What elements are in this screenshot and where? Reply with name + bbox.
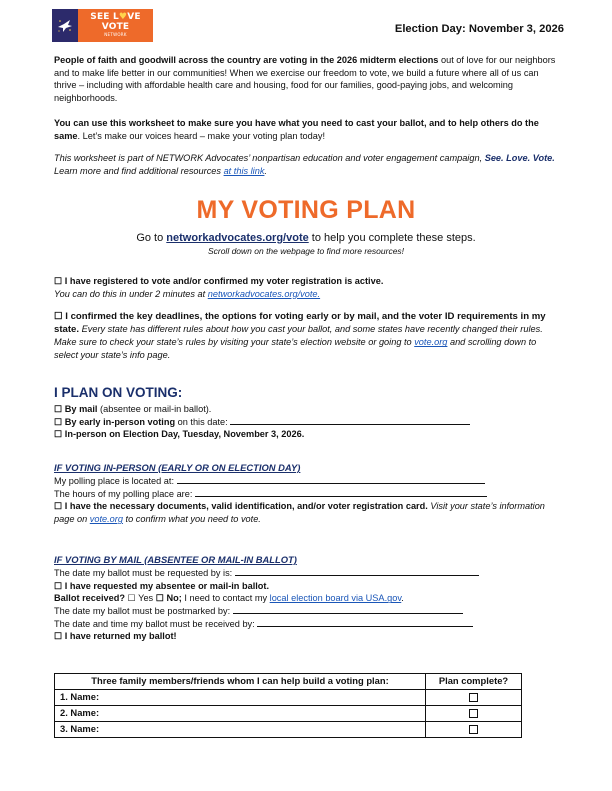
plan-early-option[interactable]: ☐ By early in-person voting on this date: — [54, 416, 560, 429]
registration-note: You can do this in under 2 minutes at networkadvocates.org/vote. — [54, 288, 321, 299]
polling-hours-field[interactable]: The hours of my polling place are: — [54, 488, 560, 501]
table-row — [55, 722, 522, 738]
in-person-section — [54, 462, 560, 526]
registration-check-item[interactable] — [54, 275, 560, 300]
election-day-date: Election Day: November 3, 2026 — [394, 23, 564, 35]
friends-table — [54, 673, 522, 738]
mail-section — [54, 554, 560, 643]
deadlines-check-item[interactable] — [54, 310, 560, 362]
plan-complete-checkbox[interactable] — [469, 709, 478, 718]
plan-complete-checkbox[interactable] — [469, 725, 478, 734]
usa-gov-link[interactable]: local election board via USA.gov — [269, 593, 402, 604]
postmark-date-blank[interactable] — [233, 605, 463, 614]
goto-instruction: Go to networkadvocates.org/vote to help you complete these steps. — [136, 232, 476, 244]
deadlines-note: Every state has different rules about how you cast your ballot, and some states have recently changed their rules. Make sure to check your state’s rules by visiting your state’s election website or going to vote.org and scrolling down to select your state’s info page. — [54, 324, 543, 361]
intro-paragraph-1: People of faith and goodwill across the country are voting in the 2026 midterm elections out of love for our neighbors and to make life better in our communities! When we exercise our freedom to vote, we build a future where all of us can thrive – including with affordable health care and housing, food for our families, good-paying jobs, and welcoming neighborhoods. — [54, 55, 556, 104]
scroll-note: Scroll down on the webpage to find more resources! — [207, 246, 405, 256]
friend-name-field[interactable]: 2. Name: — [55, 706, 426, 722]
plan-election-day-option[interactable]: ☐ In-person on Election Day, Tuesday, November 3, 2026. — [54, 429, 305, 440]
mail-heading: IF VOTING BY MAIL (ABSENTEE OR MAIL-IN BALLOT) — [54, 554, 297, 565]
receive-deadline-field[interactable]: The date and time my ballot must be received by: — [54, 618, 560, 631]
registration-link[interactable]: networkadvocates.org/vote. — [207, 288, 321, 299]
polling-hours-blank[interactable] — [195, 488, 487, 497]
postmark-date-field[interactable]: The date my ballot must be postmarked by: — [54, 605, 560, 618]
page-title: MY VOTING PLAN — [196, 196, 416, 224]
plan-complete-checkbox[interactable] — [469, 693, 478, 702]
polling-location-field[interactable]: My polling place is located at: — [54, 475, 560, 488]
registration-check-label: ☐ I have registered to vote and/or confirmed my voter registration is active. — [54, 276, 384, 286]
table-row — [55, 690, 522, 706]
vote-org-link-2[interactable]: vote.org — [89, 514, 123, 525]
see-love-vote-logo — [52, 9, 153, 42]
receive-deadline-blank[interactable] — [257, 618, 473, 627]
plan-complete-column-header: Plan complete? — [426, 674, 522, 690]
table-row — [55, 706, 522, 722]
resources-link[interactable]: at this link — [223, 165, 265, 176]
friends-column-header: Three family members/friends whom I can help build a voting plan: — [55, 674, 426, 690]
request-date-blank[interactable] — [235, 567, 479, 576]
intro-paragraph-3: This worksheet is part of NETWORK Advocates’ nonpartisan education and voter engagement campaign, See. Love. Vote. Learn more and find additional resources at this link. — [54, 153, 555, 176]
in-person-heading: IF VOTING IN-PERSON (EARLY OR ON ELECTION DAY) — [54, 462, 301, 473]
early-date-blank[interactable] — [230, 416, 470, 425]
polling-location-blank[interactable] — [177, 475, 485, 484]
deadlines-check-label: ☐ I confirmed the key deadlines, the options for voting early or by mail, and the voter ID requirements in my state. — [54, 311, 546, 336]
ballot-returned-item[interactable]: ☐ I have returned my ballot! — [54, 631, 177, 642]
ballot-requested-item[interactable]: ☐ I have requested my absentee or mail-in ballot. — [54, 580, 270, 591]
ballot-received-item[interactable]: Ballot received? ☐ Yes ☐ No; I need to contact my local election board via USA.gov. — [54, 593, 404, 604]
plan-options — [54, 403, 560, 441]
vote-org-link[interactable]: vote.org — [414, 337, 448, 348]
request-date-field[interactable]: The date my ballot must be requested by is: — [54, 567, 560, 580]
friends-table-header — [55, 674, 522, 690]
plan-heading: I PLAN ON VOTING: — [54, 385, 183, 400]
networkadvocates-vote-link[interactable]: networkadvocates.org/vote — [166, 232, 309, 244]
intro-paragraph-2: You can use this worksheet to make sure you have what you need to cast your ballot, and to help others do the same. Let’s make our voices heard – make your voting plan today! — [54, 118, 539, 141]
friend-name-field[interactable]: 1. Name: — [55, 690, 426, 706]
documents-check-item[interactable]: ☐ I have the necessary documents, valid identification, and/or voter registration card. Visit your state’s information page on vote.org to confirm what you need to vote. — [54, 501, 545, 525]
plan-by-mail-option[interactable]: ☐ By mail (absentee or mail-in ballot). — [54, 404, 212, 414]
dove-icon — [52, 9, 78, 42]
friend-name-field[interactable]: 3. Name: — [55, 722, 426, 738]
logo-wordmark: SEE L♥VE VOTE NETWORK — [90, 12, 141, 38]
